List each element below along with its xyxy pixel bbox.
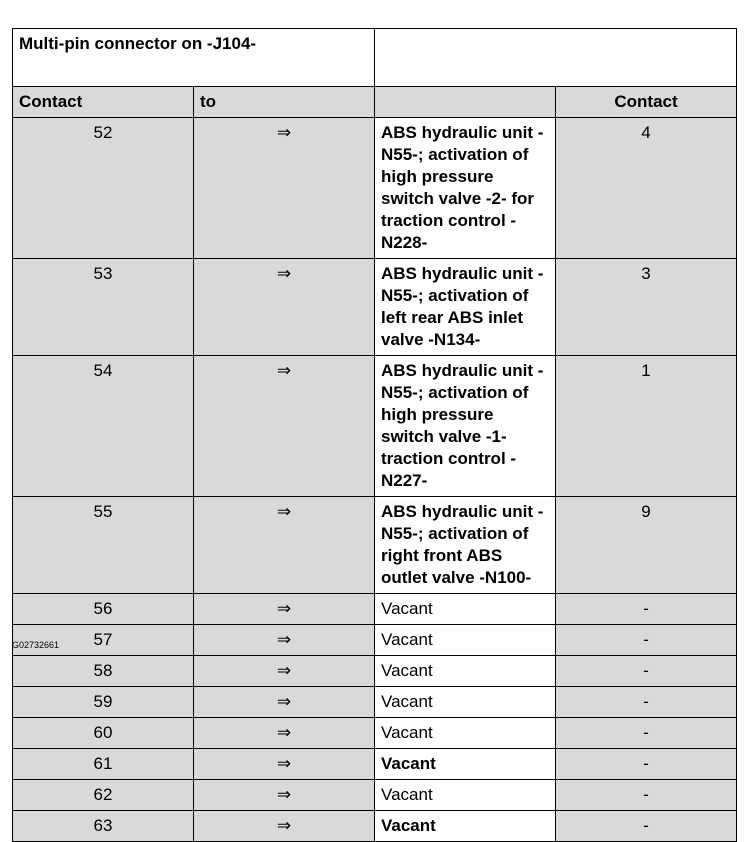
target-contact-cell: 4 (556, 118, 737, 259)
description-cell: Vacant (375, 594, 556, 625)
description-cell: Vacant (375, 625, 556, 656)
contact-cell: 61 (13, 749, 194, 780)
description-cell: Vacant (375, 780, 556, 811)
table-row (13, 356, 737, 497)
target-contact-cell: 1 (556, 356, 737, 497)
table-row (13, 625, 737, 656)
arrow-cell: ⇒ (194, 656, 375, 687)
description-cell: Vacant (375, 656, 556, 687)
contact-cell: 62 (13, 780, 194, 811)
table-row (13, 749, 737, 780)
target-contact-cell: - (556, 656, 737, 687)
contact-cell: 52 (13, 118, 194, 259)
contact-cell: 60 (13, 718, 194, 749)
contact-cell: 56 (13, 594, 194, 625)
figure-id: G02732661 (12, 640, 60, 650)
arrow-cell: ⇒ (194, 497, 375, 594)
arrow-cell: ⇒ (194, 356, 375, 497)
arrow-cell: ⇒ (194, 687, 375, 718)
contact-cell: 53 (13, 259, 194, 356)
target-contact-cell: 3 (556, 259, 737, 356)
contact-cell: 57 (13, 625, 194, 656)
description-cell: Vacant (375, 811, 556, 842)
description-cell: ABS hydraulic unit -N55-; activation of right front ABS outlet valve -N100- (375, 497, 556, 594)
table-row (13, 687, 737, 718)
target-contact-cell: - (556, 687, 737, 718)
header-contact-right: Contact (556, 87, 737, 118)
table-row (13, 780, 737, 811)
table-row (13, 118, 737, 259)
table-row (13, 811, 737, 842)
title-blank-cell (375, 29, 737, 87)
description-cell: ABS hydraulic unit -N55-; activation of high pressure switch valve -1- traction control -N227- (375, 356, 556, 497)
arrow-cell: ⇒ (194, 749, 375, 780)
arrow-cell: ⇒ (194, 811, 375, 842)
connector-pin-table (12, 28, 737, 842)
target-contact-cell: - (556, 625, 737, 656)
target-contact-cell: - (556, 749, 737, 780)
table-title: Multi-pin connector on -J104- (13, 29, 375, 87)
description-cell: ABS hydraulic unit -N55-; activation of high pressure switch valve -2- for traction control -N228- (375, 118, 556, 259)
arrow-cell: ⇒ (194, 625, 375, 656)
target-contact-cell: - (556, 718, 737, 749)
header-row (13, 87, 737, 118)
header-description (375, 87, 556, 118)
contact-cell: 55 (13, 497, 194, 594)
contact-cell: 63 (13, 811, 194, 842)
target-contact-cell: - (556, 811, 737, 842)
table-row (13, 259, 737, 356)
contact-cell: 58 (13, 656, 194, 687)
table-row (13, 718, 737, 749)
table-row (13, 594, 737, 625)
target-contact-cell: 9 (556, 497, 737, 594)
header-contact: Contact (13, 87, 194, 118)
arrow-cell: ⇒ (194, 118, 375, 259)
target-contact-cell: - (556, 780, 737, 811)
arrow-cell: ⇒ (194, 259, 375, 356)
arrow-cell: ⇒ (194, 594, 375, 625)
arrow-cell: ⇒ (194, 780, 375, 811)
table-row (13, 656, 737, 687)
table-row (13, 497, 737, 594)
header-to: to (194, 87, 375, 118)
description-cell: Vacant (375, 749, 556, 780)
description-cell: Vacant (375, 718, 556, 749)
contact-cell: 54 (13, 356, 194, 497)
table-title-row (13, 29, 737, 87)
description-cell: ABS hydraulic unit -N55-; activation of left rear ABS inlet valve -N134- (375, 259, 556, 356)
contact-cell: 59 (13, 687, 194, 718)
description-cell: Vacant (375, 687, 556, 718)
target-contact-cell: - (556, 594, 737, 625)
arrow-cell: ⇒ (194, 718, 375, 749)
